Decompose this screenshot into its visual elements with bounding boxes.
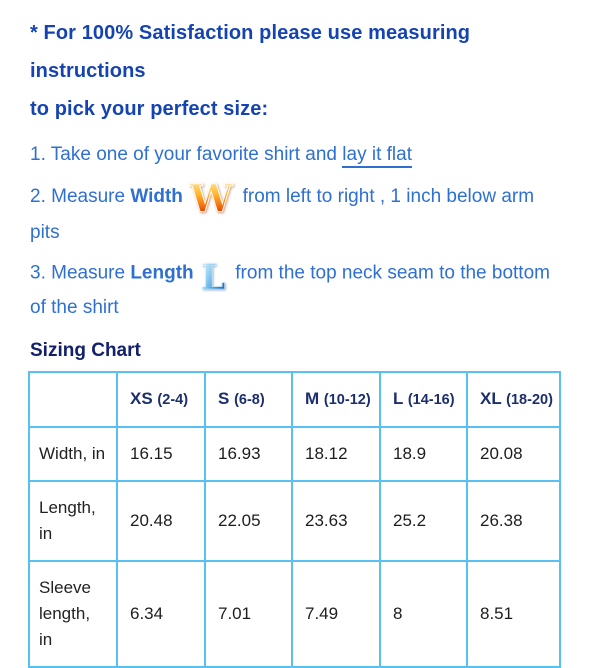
value-cell: 7.49 [292,561,380,667]
sizing-chart-table [28,371,561,668]
value-cell: 20.08 [467,427,560,481]
row-label-width: Width, in [29,427,117,481]
header-cell-s [205,372,292,427]
header-cell-l [380,372,467,427]
satisfaction-title [30,14,566,128]
size-range: (2-4) [157,392,189,408]
size-label: L [393,389,404,408]
value-cell: 18.12 [292,427,380,481]
table-row-width [29,427,560,481]
header-cell-m [292,372,380,427]
size-label: M [305,389,320,408]
value-cell: 26.38 [467,481,560,561]
measuring-step-1 [30,138,566,172]
table-row-length [29,481,560,561]
value-cell: 18.9 [380,427,467,481]
value-cell: 16.93 [205,427,292,481]
header-cell-xl [467,372,560,427]
value-cell: 6.34 [117,561,205,667]
value-cell: 8 [380,561,467,667]
value-cell: 23.63 [292,481,380,561]
size-range: (6-8) [234,392,265,408]
row-label-length: Length, in [29,481,117,561]
value-cell: 25.2 [380,481,467,561]
table-row-sleeve-length [29,561,560,667]
step-2-text-suffix: from left to right , 1 inch below arm pits [30,186,535,243]
satisfaction-title-line-1: * For 100% Satisfaction please use measuring instructions [30,22,471,82]
corner-cell [29,372,117,427]
sizing-chart-heading: Sizing Chart [30,340,141,361]
width-w-icon: W [189,176,233,221]
size-range: (14-16) [407,392,455,408]
measuring-step-3 [30,256,566,325]
measuring-step-2 [30,178,566,250]
value-cell: 7.01 [205,561,292,667]
size-range: (10-12) [323,392,371,408]
step-3-text: 3. Measure [30,262,131,284]
header-cell-xs [117,372,205,427]
step-3-text-suffix: from the top neck seam to the bottom of the shirt [30,262,550,318]
size-label: XL [480,389,502,408]
satisfaction-title-line-2: to pick your perfect size: [30,98,269,120]
size-range: (18-20) [506,392,553,408]
row-label-sleeve-length: Sleeve length, in [29,561,117,667]
step-1-text: 1. Take one of your favorite shirt and [30,144,343,165]
size-label: XS [130,389,153,408]
value-cell: 22.05 [205,481,292,561]
length-l-icon: L [200,257,226,298]
table-header-row [29,372,560,427]
size-label: S [218,389,230,408]
width-keyword: Width [130,186,183,208]
value-cell: 8.51 [467,561,560,667]
step-2-text: 2. Measure [30,186,131,208]
length-keyword: Length [130,262,194,284]
lay-it-flat-underlined-text: lay it flat [342,144,412,168]
value-cell: 16.15 [117,427,205,481]
value-cell: 20.48 [117,481,205,561]
